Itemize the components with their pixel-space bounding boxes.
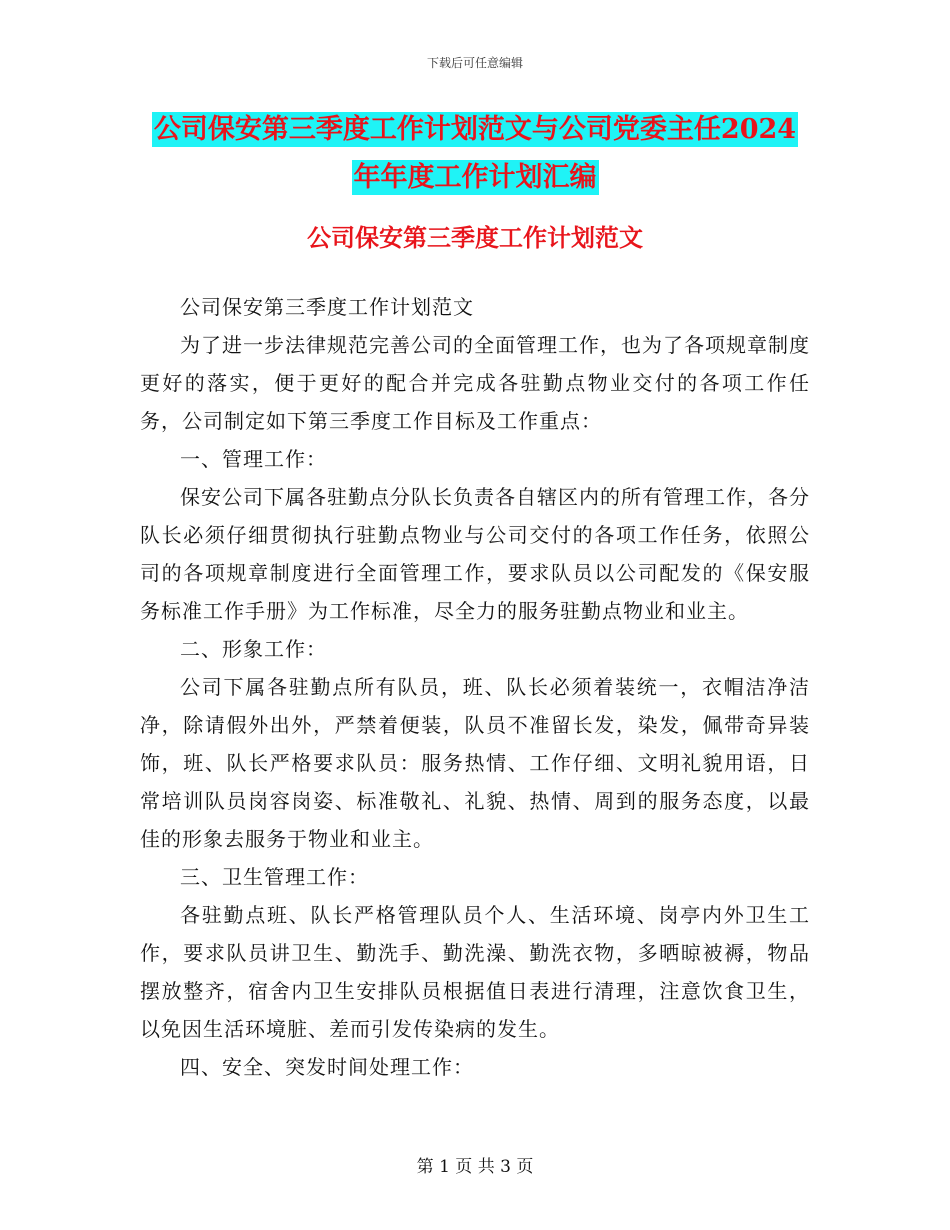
paragraph: 公司下属各驻勤点所有队员，班、队长必须着装统一，衣帽洁净洁净，除请假外出外，严禁着便装，队员不准留长发，染发，佩带奇异装饰，班、队长严格要求队员：服务热情、工作仔细、文明礼貌用语，日常培训队员岗容岗姿、标准敬礼、礼貌、热情、周到的服务态度，以最佳的形象去服务于物业和业主。 [140,675,810,851]
paragraph: 各驻勤点班、队长严格管理队员个人、生活环境、岗亭内外卫生工作，要求队员讲卫生、勤洗手、勤洗澡、勤洗衣物，多晒晾被褥，物品摆放整齐，宿舍内卫生安排队员根据值日表进行清理，注意饮食卫生，以免因生活环境脏、差而引发传染病的发生。 [140,903,810,1041]
title-line-2: 年年度工作计划汇编 [353,162,597,193]
paragraph: 公司保安第三季度工作计划范文 [180,295,474,319]
paragraph: 保安公司下属各驻勤点分队长负责各自辖区内的所有管理工作，各分队长必须仔细贯彻执行驻勤点物业与公司交付的各项工作任务，依照公司的各项规章制度进行全面管理工作，要求队员以公司配发的《保安服务标准工作手册》为工作标准，尽全力的服务驻勤点物业和业主。 [140,485,810,623]
header-note: 下载后可任意编辑 [426,56,523,70]
paragraph: 三、卫生管理工作： [180,865,369,889]
paragraph: 四、安全、突发时间处理工作： [180,1055,474,1079]
document-title [140,106,810,202]
title-line-1: 公司保安第三季度工作计划范文与公司党委主任2024 [153,114,797,145]
paragraph: 为了进一步法律规范完善公司的全面管理工作，也为了各项规章制度更好的落实，便于更好的配合并完成各驻勤点物业交付的各项工作任务，公司制定如下第三季度工作目标及工作重点： [140,333,810,433]
body-text [140,288,810,1086]
page-footer: 第 1 页 共 3 页 [416,1157,534,1177]
paragraph: 二、形象工作： [180,637,327,661]
section-title: 公司保安第三季度工作计划范文 [307,223,643,252]
paragraph: 一、管理工作： [180,447,327,471]
